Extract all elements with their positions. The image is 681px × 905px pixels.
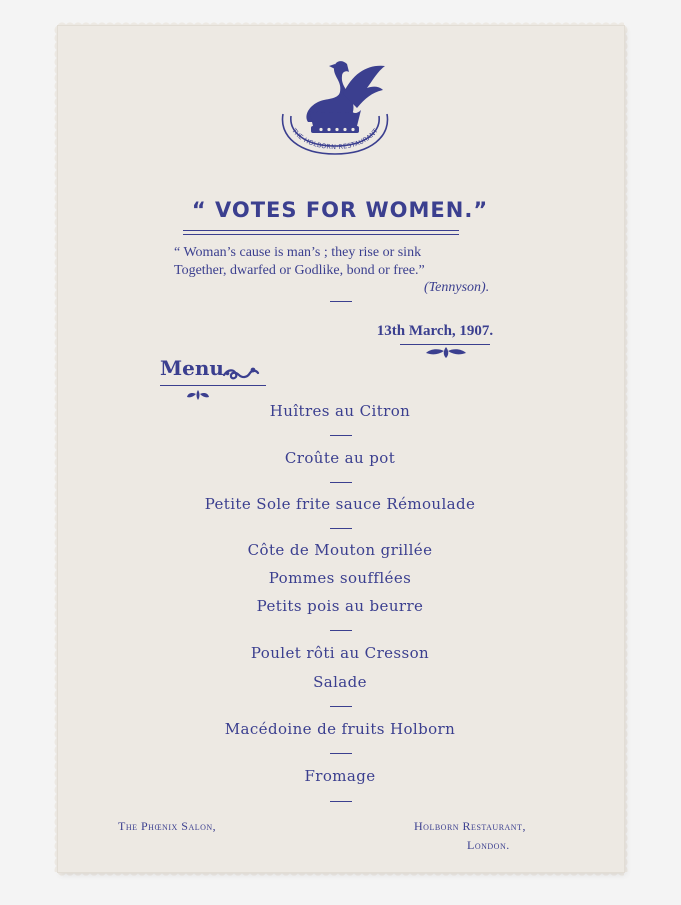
divider xyxy=(330,301,352,302)
crest-ribbon-text: THE·HOLBORN·RESTAURANT xyxy=(290,126,380,152)
quote-line-2: Together, dwarfed or Godlike, bond or free.” xyxy=(174,263,425,278)
divider xyxy=(330,706,352,707)
footer-right-line-2: London. xyxy=(467,838,510,852)
menu-heading: Menu. xyxy=(160,356,231,380)
quote-line-1: “ Woman’s cause is man’s ; they rise or sink xyxy=(174,245,422,260)
divider xyxy=(330,435,352,436)
menu-item: Petits pois au beurre xyxy=(256,597,424,615)
page-title: “ VOTES FOR WOMEN.” xyxy=(191,198,489,222)
footer-right-line-1: Holborn Restaurant, xyxy=(414,819,526,833)
holborn-swan-crest-logo xyxy=(277,50,393,162)
small-leaf-ornament-icon xyxy=(186,388,210,402)
divider xyxy=(330,528,352,529)
footer-left-text: The Phœnix Salon, xyxy=(118,819,217,833)
leaf-ornament-icon xyxy=(424,345,468,359)
divider xyxy=(330,801,352,802)
menu-item: Fromage xyxy=(304,767,376,785)
divider xyxy=(330,482,352,483)
title-underline-2 xyxy=(183,234,459,235)
menu-heading-underline xyxy=(160,385,266,386)
menu-item: Côte de Mouton grillée xyxy=(247,541,433,559)
menu-item: Salade xyxy=(313,673,367,691)
quote-attribution: (Tennyson). xyxy=(424,280,490,295)
menu-item: Poulet rôti au Cresson xyxy=(250,644,430,662)
flourish-ornament-icon xyxy=(222,364,260,382)
menu-item: Macédoine de fruits Holborn xyxy=(224,720,456,738)
menu-item: Huîtres au Citron xyxy=(269,402,411,420)
menu-item: Pommes soufflées xyxy=(268,569,412,587)
menu-date: 13th March, 1907. xyxy=(376,323,494,339)
title-underline-1 xyxy=(183,230,459,231)
menu-item: Petite Sole frite sauce Rémoulade xyxy=(204,495,476,513)
menu-item: Croûte au pot xyxy=(284,449,396,467)
divider xyxy=(330,753,352,754)
divider xyxy=(330,630,352,631)
